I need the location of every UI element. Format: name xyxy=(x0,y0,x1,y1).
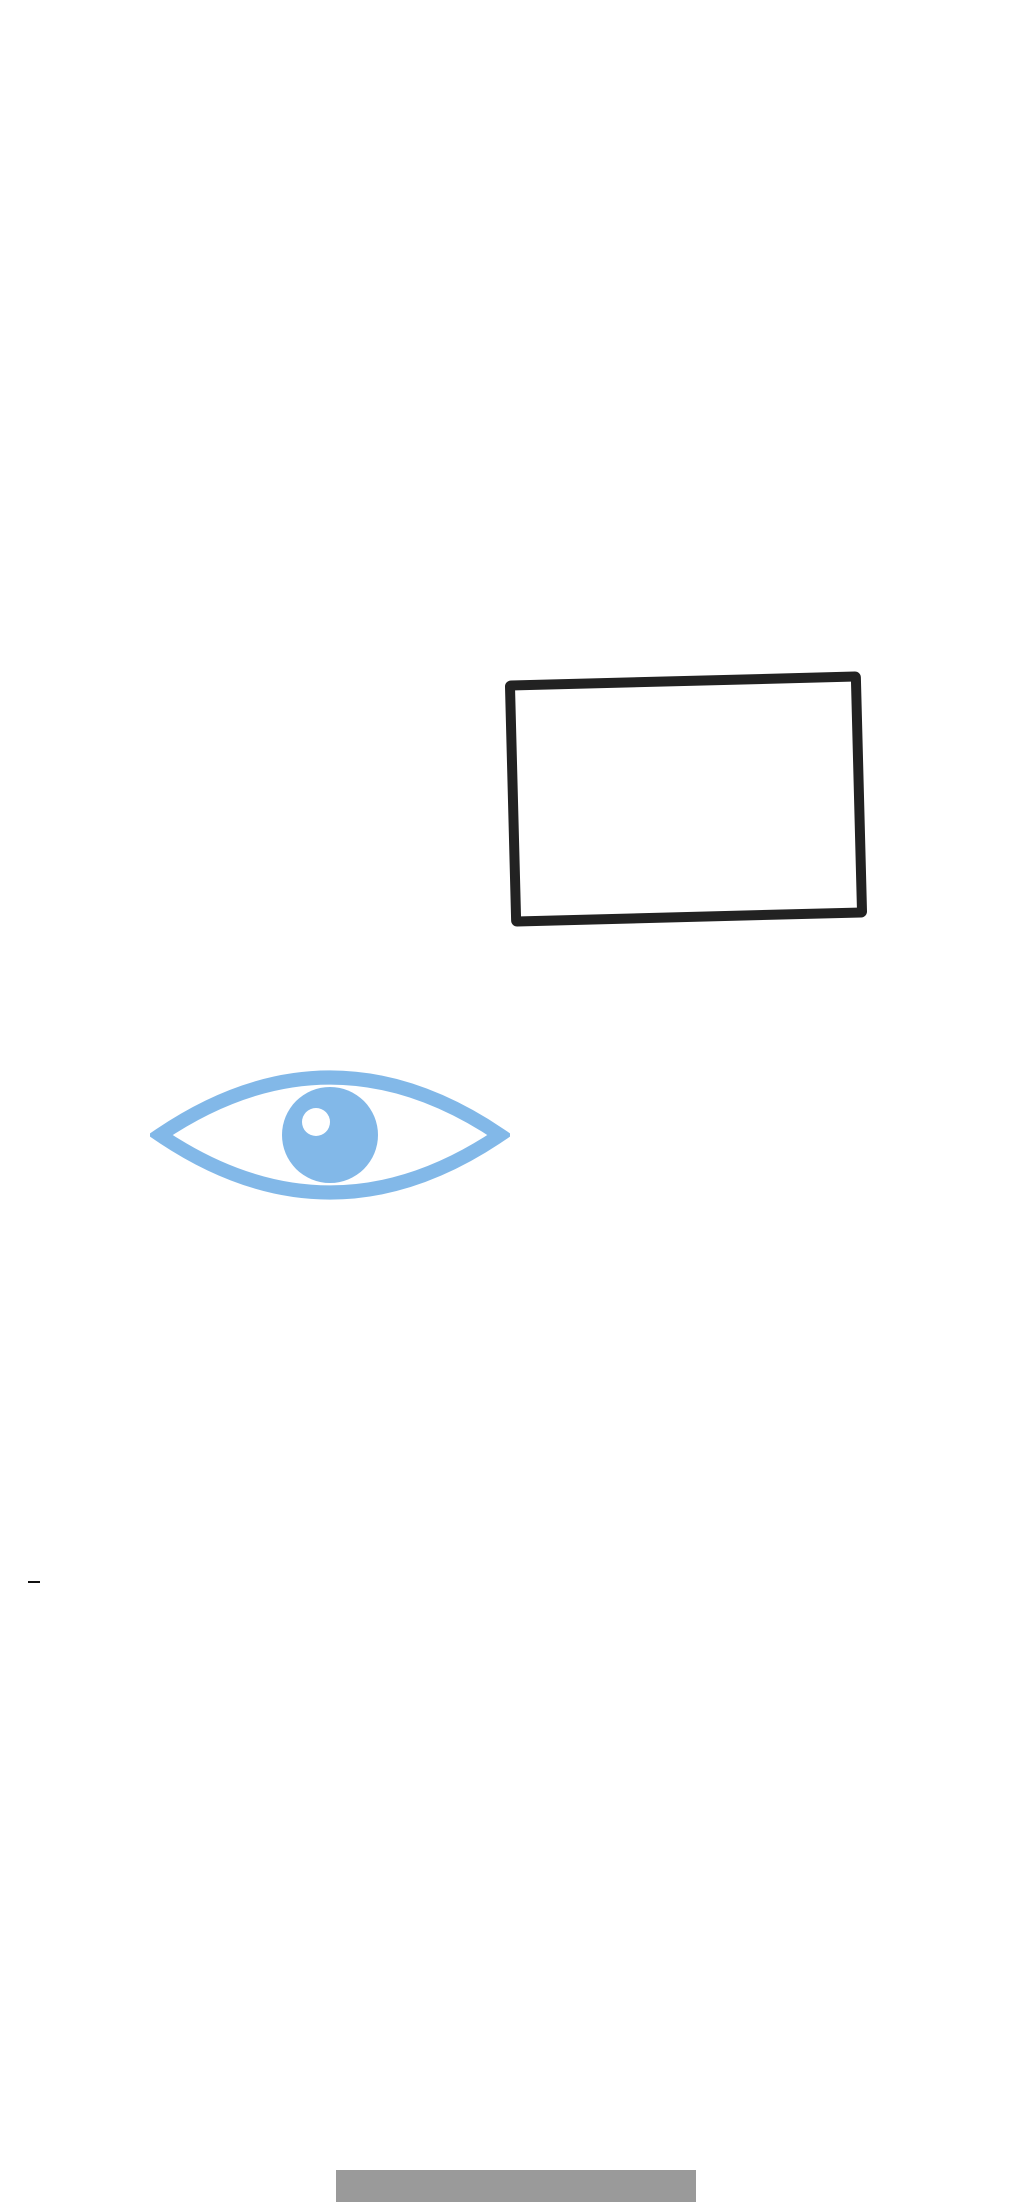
eye-logo-icon xyxy=(150,1040,510,1230)
fraction-numerator xyxy=(28,1581,40,1583)
stamp-line3 xyxy=(515,696,851,705)
stamp-line2 xyxy=(515,696,851,705)
copyright-stamp xyxy=(505,671,867,926)
watermark xyxy=(150,1040,870,1230)
fraction-expression xyxy=(28,1566,40,1596)
stamp-url xyxy=(515,696,851,705)
page-footer xyxy=(336,2170,696,2202)
stamp-line1 xyxy=(515,696,851,705)
